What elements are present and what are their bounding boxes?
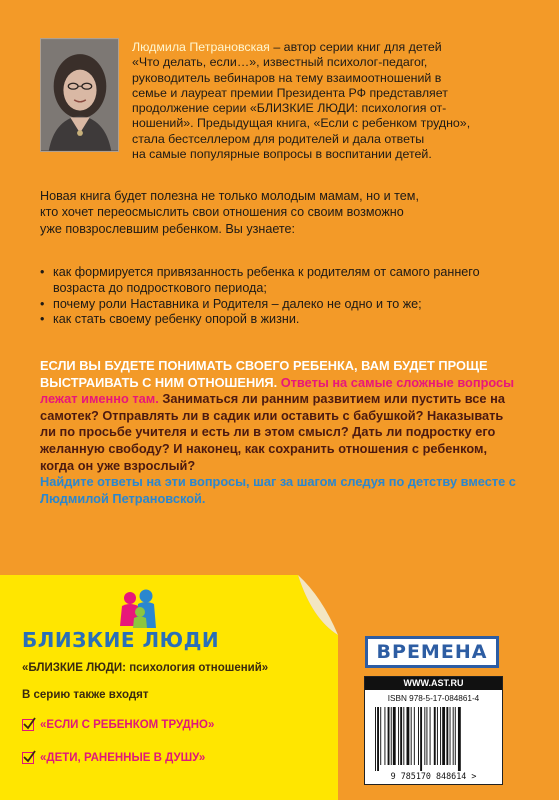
barcode-bar — [420, 707, 422, 771]
intro-paragraph — [40, 188, 520, 237]
list-item: • как формируется привязанность ребенка к родителям от самого раннего возраста до подросткового периода; — [40, 265, 520, 297]
callout-closing: Найдите ответы на эти вопросы, шаг за шагом следуя по детству вместе с Людмилой Петрановской. — [40, 474, 516, 506]
publisher-logo: ВРЕМЕНА — [365, 636, 499, 668]
barcode-bar — [453, 707, 454, 765]
barcode-bar — [455, 707, 456, 765]
callout-highlight: Ответы на самые сложные вопросы лежат именно там. — [40, 374, 515, 407]
publisher-url: WWW.AST.RU — [365, 677, 502, 690]
series-logo-text: БЛИЗКИЕ ЛЮДИ — [22, 628, 220, 652]
checkbox-icon — [22, 752, 34, 764]
author-bio — [132, 40, 514, 162]
barcode-bar — [391, 707, 392, 765]
bio-line: Людмила Петрановская – автор серии книг для детей — [132, 40, 442, 54]
series-book-item — [22, 719, 214, 731]
barcode-bar — [411, 707, 412, 765]
barcode-bar — [403, 707, 404, 765]
barcode-bar — [375, 707, 376, 771]
list-item: • почему роли Наставника и Родителя – далеко не одно и то же; — [40, 297, 520, 313]
intro-line: кто хочет переосмыслить свои отношения со своим возможно — [40, 205, 404, 220]
barcode-bar — [418, 707, 419, 765]
barcode-bar — [442, 707, 445, 765]
series-title: «БЛИЗКИЕ ЛЮДИ: психология отношений» — [22, 662, 269, 674]
series-book-item — [22, 752, 205, 764]
bio-line: семье и лауреат премии Президента РФ представляет — [132, 85, 448, 100]
barcode-bar — [398, 707, 399, 765]
barcode-bar — [426, 707, 427, 765]
callout-paragraph — [40, 358, 518, 474]
author-name: Людмила Петрановская — [132, 40, 270, 54]
series-also-label: В серию также входят — [22, 689, 149, 701]
barcode-bar — [414, 707, 415, 765]
barcode-bar — [393, 707, 396, 765]
bio-line: руководитель вебинаров на тему взаимоотношений в — [132, 70, 442, 85]
barcode-bar — [440, 707, 441, 765]
barcode-bar — [437, 707, 438, 765]
barcode-bar — [407, 707, 410, 765]
callout-questions: Заниматься ли ранним развитием или пустить все на самотек? Отправлять ли в садик или оставить с бабушкой? Наказывать ли по просьбе учителя и есть ли в этом смысл? Дать ли подростку его желанную свободу? И наконец, как сохранить отношения с ребенком, когда он уже взрослый? — [40, 391, 505, 473]
barcode-bar — [424, 707, 425, 765]
barcode-block — [364, 676, 503, 785]
series-book-title: «ДЕТИ, РАНЕННЫЕ В ДУШУ» — [40, 752, 206, 764]
barcode-bar — [384, 707, 385, 765]
intro-line: уже повзрослевшим ребенком. Вы узнаете: — [40, 221, 296, 236]
barcode-image — [373, 707, 497, 771]
barcode-bar — [388, 707, 390, 765]
author-photo — [40, 38, 119, 152]
callout-lead: ЕСЛИ ВЫ БУДЕТЕ ПОНИМАТЬ СВОЕГО РЕБЕНКА, ВАМ БУДЕТ ПРОЩЕ ВЫСТРАИВАТЬ С НИМ ОТНОШЕНИЯ. — [40, 358, 488, 390]
bio-line: стала бестселлером для родителей и дала ответы — [132, 131, 425, 146]
barcode-bar — [377, 707, 379, 771]
callout-block — [40, 358, 518, 507]
barcode-bar — [446, 707, 448, 765]
barcode-bar — [458, 707, 461, 771]
learning-points-list — [40, 265, 520, 328]
bio-line: ношений». Предыдущая книга, «Если с ребенком трудно», — [132, 116, 471, 131]
page-curl-decoration — [298, 575, 338, 635]
bio-line: продолжение серии «БЛИЗКИЕ ЛЮДИ: психология от- — [132, 101, 447, 116]
barcode-bar — [400, 707, 402, 765]
bio-line: на самые популярные вопросы в воспитании детей. — [132, 147, 432, 162]
author-portrait-image — [41, 39, 118, 151]
bio-line: «Что делать, если…», известный психолог-педагог, — [132, 55, 428, 70]
barcode-digits: 9 785170 848614 > — [390, 771, 477, 781]
series-book-title: «ЕСЛИ С РЕБЕНКОМ ТРУДНО» — [40, 719, 215, 731]
barcode-bar — [450, 707, 451, 765]
checkbox-icon — [22, 719, 34, 731]
barcode-bar — [380, 707, 381, 765]
barcode-bar — [434, 707, 436, 765]
barcode-bar — [430, 707, 431, 765]
list-item: • как стать своему ребенку опорой в жизни. — [40, 312, 520, 328]
isbn-text: ISBN 978-5-17-084861-4 — [387, 694, 480, 703]
intro-line: Новая книга будет полезна не только молодым мамам, но и тем, — [40, 189, 419, 203]
